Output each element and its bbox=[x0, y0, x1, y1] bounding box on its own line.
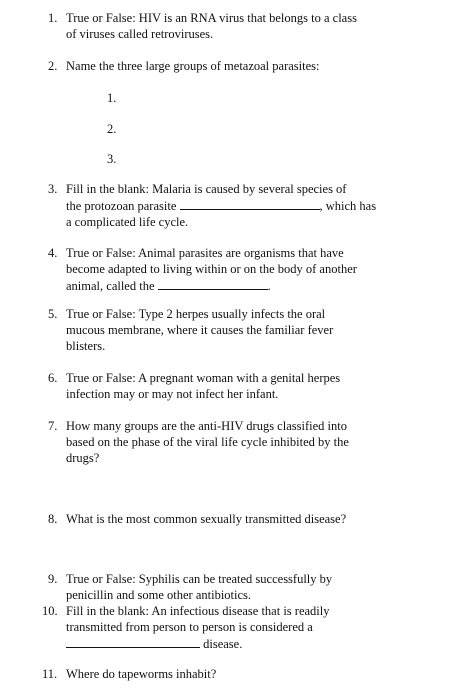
question-1 bbox=[48, 10, 406, 42]
answer-blank[interactable] bbox=[180, 197, 320, 210]
question-text-line: True or False: Type 2 herpes usually infects the oral bbox=[66, 307, 326, 321]
question-text-line: True or False: HIV is an RNA virus that belongs to a class bbox=[66, 11, 357, 25]
question-11 bbox=[42, 666, 406, 682]
question-text-line: a complicated life cycle. bbox=[66, 215, 189, 229]
question-number: 8. bbox=[48, 512, 58, 526]
question-text-line: True or False: Syphilis can be treated successfully by bbox=[66, 572, 333, 586]
question-number: 4. bbox=[48, 246, 58, 260]
question-text-line: mucous membrane, where it causes the familiar fever bbox=[66, 323, 334, 337]
question-text-line: infection may or may not infect her infant. bbox=[66, 387, 279, 401]
question-number: 7. bbox=[48, 419, 58, 433]
question-number: 3. bbox=[48, 182, 58, 196]
question-text-line: Where do tapeworms inhabit? bbox=[66, 667, 217, 681]
question-text-line: disease. bbox=[200, 637, 243, 651]
question-5 bbox=[48, 306, 406, 354]
question-number: 1. bbox=[48, 11, 58, 25]
question-text-line: the protozoan parasite bbox=[66, 199, 180, 213]
question-text-line: . bbox=[267, 279, 271, 293]
question-number: 11. bbox=[42, 667, 58, 681]
question-text-line: transmitted from person to person is considered a bbox=[66, 620, 313, 634]
answer-slot-2: 2. bbox=[107, 122, 117, 136]
answer-slot-1: 1. bbox=[107, 91, 117, 105]
question-text-line: blisters. bbox=[66, 339, 106, 353]
question-text-line: , which has bbox=[319, 199, 377, 213]
question-number: 9. bbox=[48, 572, 58, 586]
question-text-line: based on the phase of the viral life cycle inhibited by the bbox=[66, 435, 349, 449]
question-number: 5. bbox=[48, 307, 58, 321]
question-text-line: penicillin and some other antibiotics. bbox=[66, 588, 252, 602]
question-text-line: Fill in the blank: Malaria is caused by several species of bbox=[66, 182, 347, 196]
question-8 bbox=[48, 511, 406, 527]
question-2 bbox=[48, 58, 406, 74]
question-9 bbox=[48, 571, 406, 603]
answer-blank[interactable] bbox=[158, 277, 268, 290]
question-text-line: True or False: A pregnant woman with a genital herpes bbox=[66, 371, 341, 385]
question-text-line: become adapted to living within or on the body of another bbox=[66, 262, 357, 276]
answer-slot-3: 3. bbox=[107, 152, 117, 166]
question-6 bbox=[48, 370, 406, 402]
question-number: 2. bbox=[48, 59, 58, 73]
question-4 bbox=[48, 245, 406, 294]
question-text-line: animal, called the bbox=[66, 279, 158, 293]
answer-blank[interactable] bbox=[66, 635, 200, 648]
question-text-line: drugs? bbox=[66, 451, 100, 465]
question-7 bbox=[48, 418, 406, 466]
question-3 bbox=[48, 181, 406, 230]
question-text-line: What is the most common sexually transmitted disease? bbox=[66, 512, 347, 526]
question-text-line: Fill in the blank: An infectious disease that is readily bbox=[66, 604, 330, 618]
question-text-line: of viruses called retroviruses. bbox=[66, 27, 214, 41]
question-text-line: True or False: Animal parasites are organisms that have bbox=[66, 246, 344, 260]
question-10 bbox=[42, 603, 406, 652]
question-text-line: How many groups are the anti-HIV drugs classified into bbox=[66, 419, 347, 433]
question-number: 10. bbox=[42, 604, 58, 618]
question-text-line: Name the three large groups of metazoal parasites: bbox=[66, 59, 320, 73]
question-number: 6. bbox=[48, 371, 58, 385]
